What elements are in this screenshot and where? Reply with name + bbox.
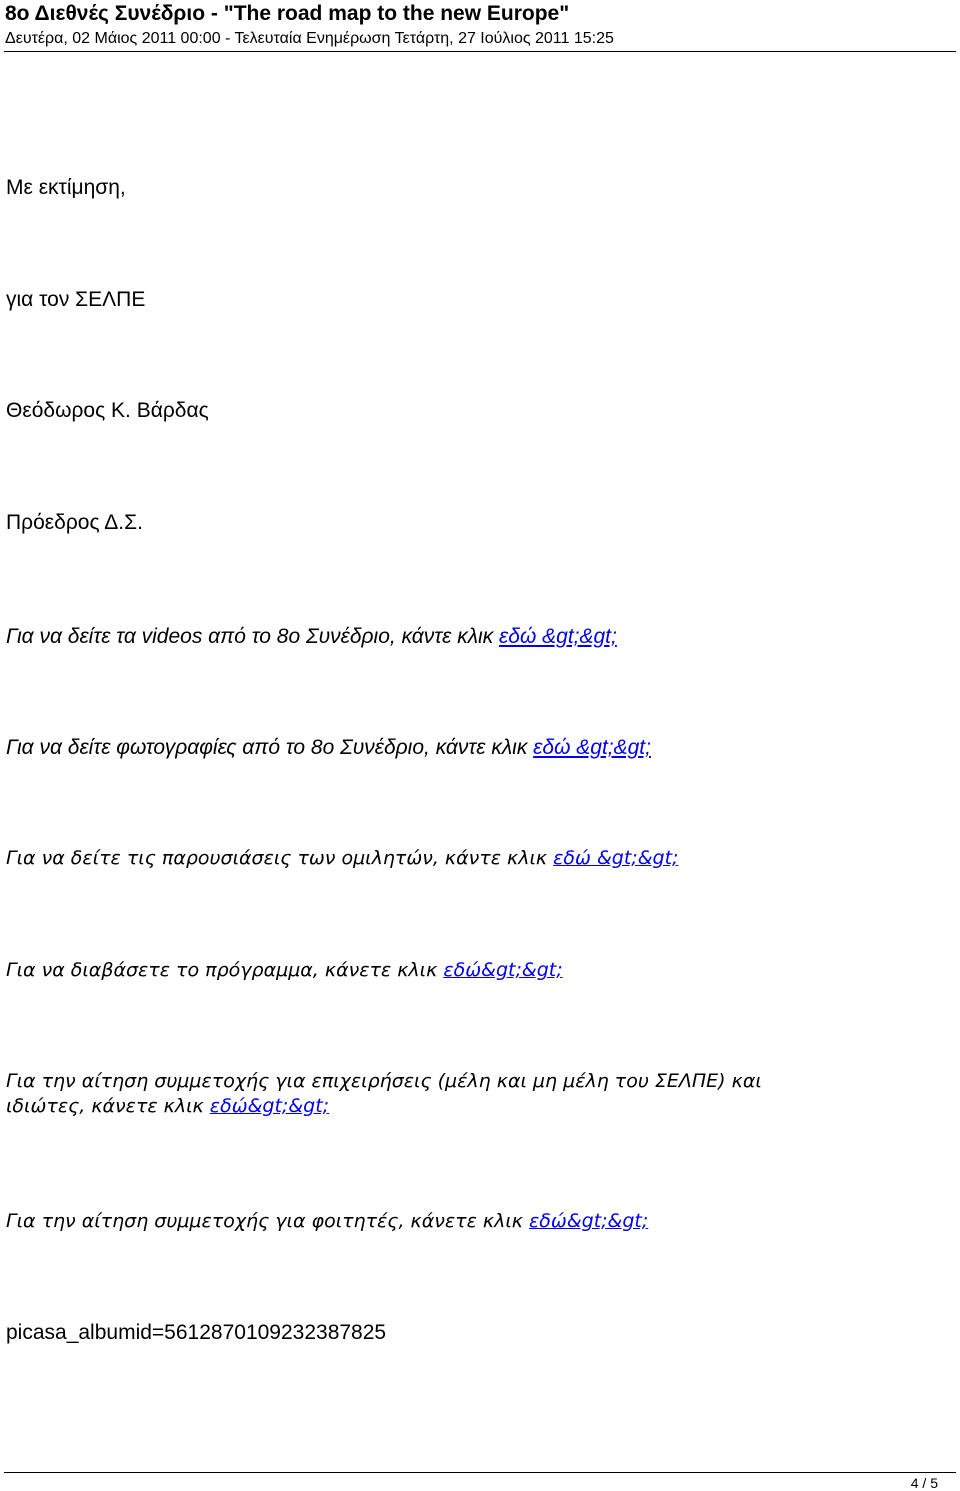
business-registration-link[interactable]: εδώ&gt;&gt;: [209, 1095, 330, 1117]
footer-divider: [4, 1472, 956, 1473]
student-registration-line: [6, 1209, 648, 1234]
closing-text: Με εκτίμηση,: [6, 176, 126, 199]
signer-name: Θεόδωρος Κ. Βάρδας: [6, 399, 209, 422]
presentations-text: Για να δείτε τις παρουσιάσεις των ομιλητών, κάντε κλικ: [6, 847, 554, 869]
page-number: 4 / 5: [910, 1475, 938, 1491]
videos-link[interactable]: εδώ &gt;&gt;: [499, 625, 617, 648]
photos-line: [6, 735, 651, 760]
student-registration-text: Για την αίτηση συμμετοχής για φοιτητές, κάνετε κλικ: [6, 1210, 530, 1232]
business-registration-line: [6, 1069, 762, 1119]
business-registration-text: Για την αίτηση συμμετοχής για επιχειρήσεις (μέλη και μη μέλη του ΣΕΛΠΕ) και: [6, 1070, 762, 1092]
presentations-link[interactable]: εδώ &gt;&gt;: [553, 847, 679, 869]
page-title: 8ο Διεθνές Συνέδριο - "The road map to the new Europe": [5, 2, 570, 25]
page-subtitle: Δευτέρα, 02 Μάιος 2011 00:00 - Τελευταία Ενημέρωση Τετάρτη, 27 Ιούλιος 2011 15:25: [5, 30, 614, 47]
page-header: [5, 2, 955, 49]
program-line: [6, 958, 563, 983]
student-registration-link[interactable]: εδώ&gt;&gt;: [529, 1210, 649, 1232]
photos-text: Για να δείτε φωτογραφίες από το 8ο Συνέδριο, κάντε κλικ: [6, 736, 534, 759]
photos-link[interactable]: εδώ &gt;&gt;: [533, 736, 651, 759]
program-link[interactable]: εδώ&gt;&gt;: [443, 959, 563, 981]
header-divider: [4, 51, 956, 52]
album-id-text: picasa_albumid=5612870109232387825: [6, 1321, 387, 1344]
videos-line: [6, 624, 617, 649]
business-registration-text-2: ιδιώτες, κάνετε κλικ: [6, 1095, 210, 1117]
signer-role: Πρόεδρος Δ.Σ.: [6, 511, 143, 534]
program-text: Για να διαβάσετε το πρόγραμμα, κάνετε κλικ: [6, 959, 444, 981]
videos-text: Για να δείτε τα videos από το 8ο Συνέδριο, κάντε κλικ: [6, 625, 500, 648]
presentations-line: [6, 846, 678, 871]
organization-text: για τον ΣΕΛΠΕ: [6, 288, 146, 311]
